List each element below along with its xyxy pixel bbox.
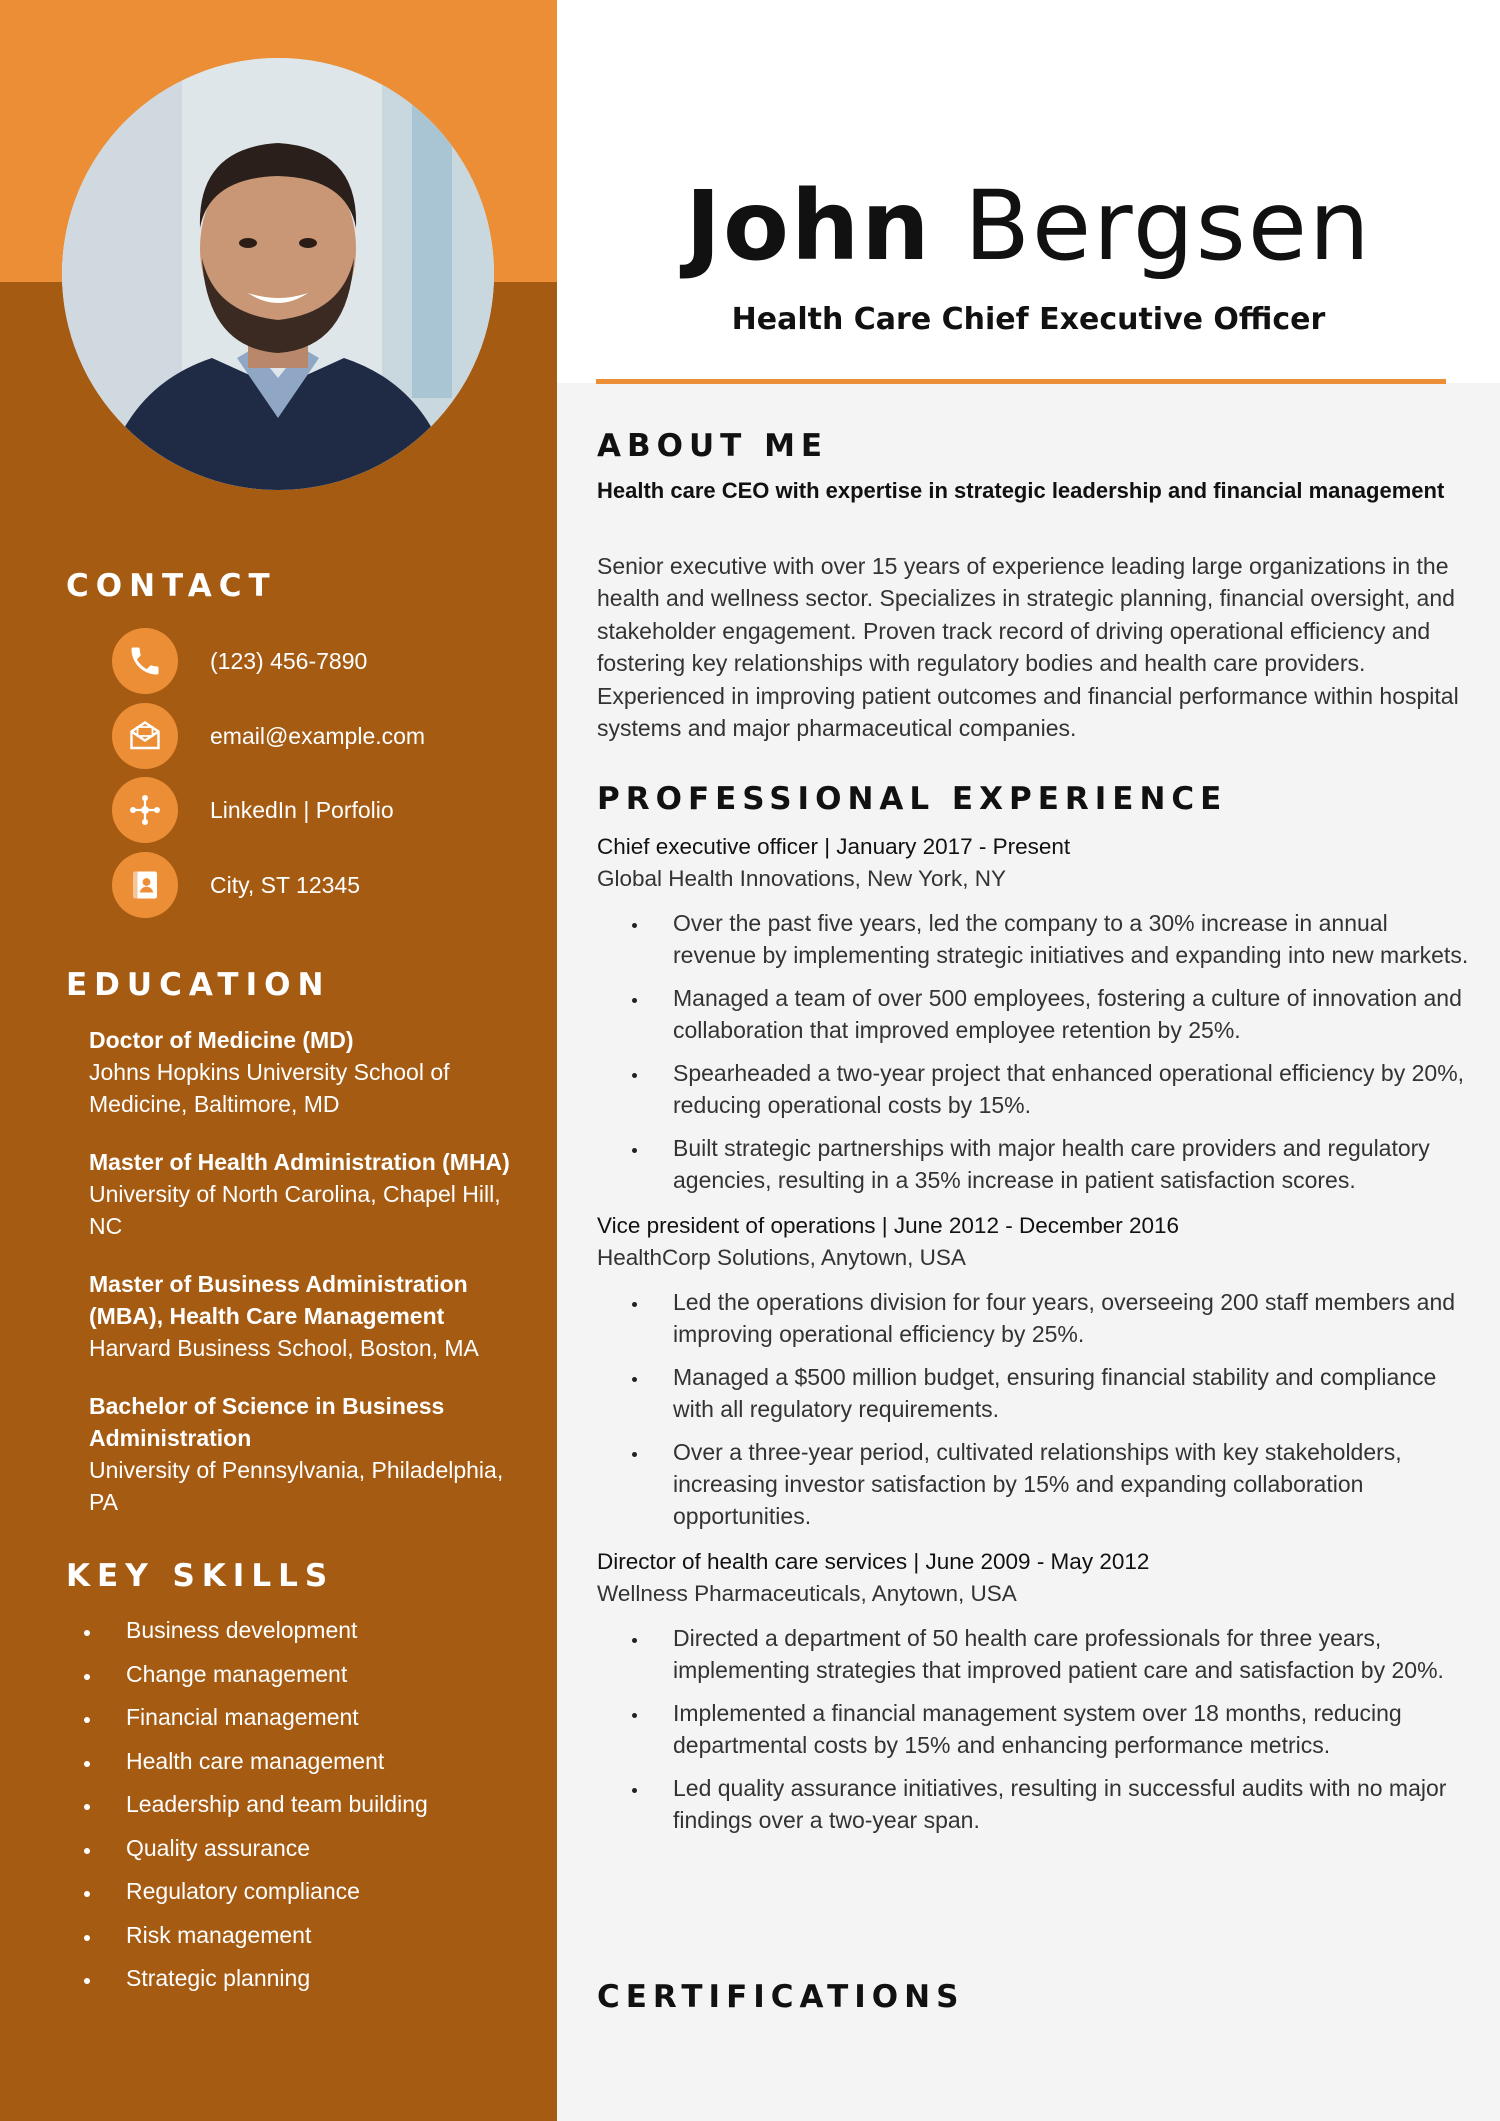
job-bullet-text: Led the operations division for four years, overseeing 200 staff members and improving operational efficiency by 25%. [673,1289,1456,1347]
education-item [89,1390,529,1518]
bullet-dot [84,1848,90,1854]
skill-item [84,1661,428,1705]
job-role: Vice president of operations | June 2012 - December 2016 [597,1213,1180,1238]
bullet-dot [632,998,637,1003]
bullet-dot [632,923,637,928]
job-bullet [597,1772,1477,1836]
bullet-dot [84,1761,90,1767]
education-list [89,1024,529,1544]
job-role: Chief executive officer | January 2017 - Present [597,834,1071,859]
education-school: University of Pennsylvania, Philadelphia, PA [89,1457,504,1515]
portrait-illustration [62,58,494,490]
address-book-icon [112,852,178,918]
job-bullet-text: Directed a department of 50 health care professionals for three years, implementing strategies that improved patient care and satisfaction by 20%. [673,1625,1444,1683]
bullet-dot [632,1073,637,1078]
bullet-dot [84,1935,90,1941]
job-company: HealthCorp Solutions, Anytown, USA [597,1245,966,1270]
last-name: Bergsen [964,170,1372,282]
job-bullet-text: Managed a $500 million budget, ensuring financial stability and compliance with all regulatory requirements. [673,1364,1437,1422]
education-item [89,1146,529,1242]
skill-item [84,1704,428,1748]
education-heading: EDUCATION [66,967,331,1003]
education-school: Harvard Business School, Boston, MA [89,1335,479,1361]
job-bullet [597,1697,1477,1761]
contact-address [112,852,360,918]
phone-icon [112,628,178,694]
job-bullet [597,982,1477,1046]
job-company: Global Health Innovations, New York, NY [597,866,1006,891]
job-entry [597,831,1477,1196]
job-bullet [597,1132,1477,1196]
bullet-dot [632,1452,637,1457]
job-entry [597,1210,1477,1532]
bullet-dot [632,1302,637,1307]
candidate-name [557,170,1500,282]
job-bullet-text: Implemented a financial management system over 18 months, reducing departmental costs by 15% and enhancing performance metrics. [673,1700,1402,1758]
about-body: Senior executive with over 15 years of experience leading large organizations in the health and wellness sector. Specializes in strategic planning, financial oversight, and stakeholder engagement. Proven track record of driving operational efficiency and fostering key relationships with regulatory bodies and health care providers. Experienced in improving patient outcomes and financial performance within hospital systems and major pharmaceutical companies. [597,553,1459,742]
education-school: University of North Carolina, Chapel Hill, NC [89,1181,501,1239]
phone-text[interactable]: (123) 456-7890 [210,647,368,674]
skill-item [84,1835,428,1879]
skill-text: Regulatory compliance [126,1878,360,1904]
skill-text: Change management [126,1660,348,1687]
skill-item [84,1748,428,1792]
skill-text: Risk management [126,1921,312,1948]
bullet-dot [84,1804,90,1810]
skills-heading: KEY SKILLS [66,1558,335,1594]
skill-text: Quality assurance [126,1834,311,1861]
about-subtitle: Health care CEO with expertise in strategic leadership and financial management [597,478,1445,503]
job-company: Wellness Pharmaceuticals, Anytown, USA [597,1581,1017,1606]
job-bullet [597,1622,1477,1686]
bullet-dot [632,1788,637,1793]
job-bullets [597,1622,1477,1836]
bullet-dot [84,1717,90,1723]
contact-phone [112,628,367,694]
education-school: Johns Hopkins University School of Medicine, Baltimore, MD [89,1059,450,1117]
skill-item [84,1922,428,1966]
address-text: City, ST 12345 [210,871,361,898]
bullet-dot [84,1891,90,1897]
skill-item [84,1617,428,1661]
skill-text: Business development [126,1617,358,1643]
job-bullet-text: Over the past five years, led the company to a 30% increase in annual revenue by implementing strategic initiatives and expanding into new markets. [673,910,1469,968]
certifications-heading: CERTIFICATIONS [597,1979,965,2015]
education-item [89,1268,529,1364]
contact-links [112,777,394,843]
skill-text: Strategic planning [126,1965,311,1991]
bullet-dot [84,1630,90,1636]
job-bullet-text: Over a three-year period, cultivated relationships with key stakeholders, increasing investor satisfaction by 15% and expanding collaboration opportunities. [673,1439,1402,1529]
experience-list [597,831,1477,1850]
job-bullet [597,1286,1477,1350]
bullet-dot [632,1713,637,1718]
job-bullet [597,1436,1477,1532]
job-bullet [597,1361,1477,1425]
job-entry [597,1546,1477,1836]
contact-email [112,703,425,769]
education-degree: Master of Health Administration (MHA) [89,1149,510,1175]
about-heading: ABOUT ME [597,428,829,464]
skill-text: Financial management [126,1704,359,1730]
links-text[interactable]: LinkedIn | Porfolio [210,796,394,823]
email-icon [112,703,178,769]
skills-list [84,1617,428,2009]
skill-item [84,1878,428,1922]
job-bullet-text: Led quality assurance initiatives, resulting in successful audits with no major findings over a two-year span. [673,1775,1447,1833]
profile-photo [62,58,494,490]
skill-item [84,1965,428,2009]
job-bullets [597,907,1477,1196]
bullet-dot [84,1978,90,1984]
bullet-dot [632,1377,637,1382]
experience-heading: PROFESSIONAL EXPERIENCE [597,781,1228,817]
skill-item [84,1791,428,1835]
job-role: Director of health care services | June 2009 - May 2012 [597,1549,1150,1574]
education-item [89,1024,529,1120]
bullet-dot [632,1148,637,1153]
contact-heading: CONTACT [66,568,277,604]
first-name: John [685,170,932,282]
skill-text: Health care management [126,1747,385,1774]
title-divider [596,379,1446,384]
education-degree: Master of Business Administration (MBA), Health Care Management [89,1271,468,1329]
network-icon [112,777,178,843]
bullet-dot [632,1638,637,1643]
job-bullet-text: Built strategic partnerships with major health care providers and regulatory agencies, resulting in a 35% increase in patient satisfaction scores. [673,1135,1430,1193]
education-degree: Bachelor of Science in Business Administration [89,1393,445,1451]
job-bullets [597,1286,1477,1532]
job-bullet [597,907,1477,971]
job-title: Health Care Chief Executive Officer [731,302,1326,337]
skill-text: Leadership and team building [126,1791,428,1817]
email-text[interactable]: email@example.com [210,722,426,749]
education-degree: Doctor of Medicine (MD) [89,1027,354,1053]
job-bullet-text: Spearheaded a two-year project that enhanced operational efficiency by 20%, reducing operational costs by 15%. [673,1060,1465,1118]
bullet-dot [84,1674,90,1680]
job-bullet-text: Managed a team of over 500 employees, fostering a culture of innovation and collaboration that improved employee retention by 25%. [673,985,1462,1043]
job-bullet [597,1057,1477,1121]
